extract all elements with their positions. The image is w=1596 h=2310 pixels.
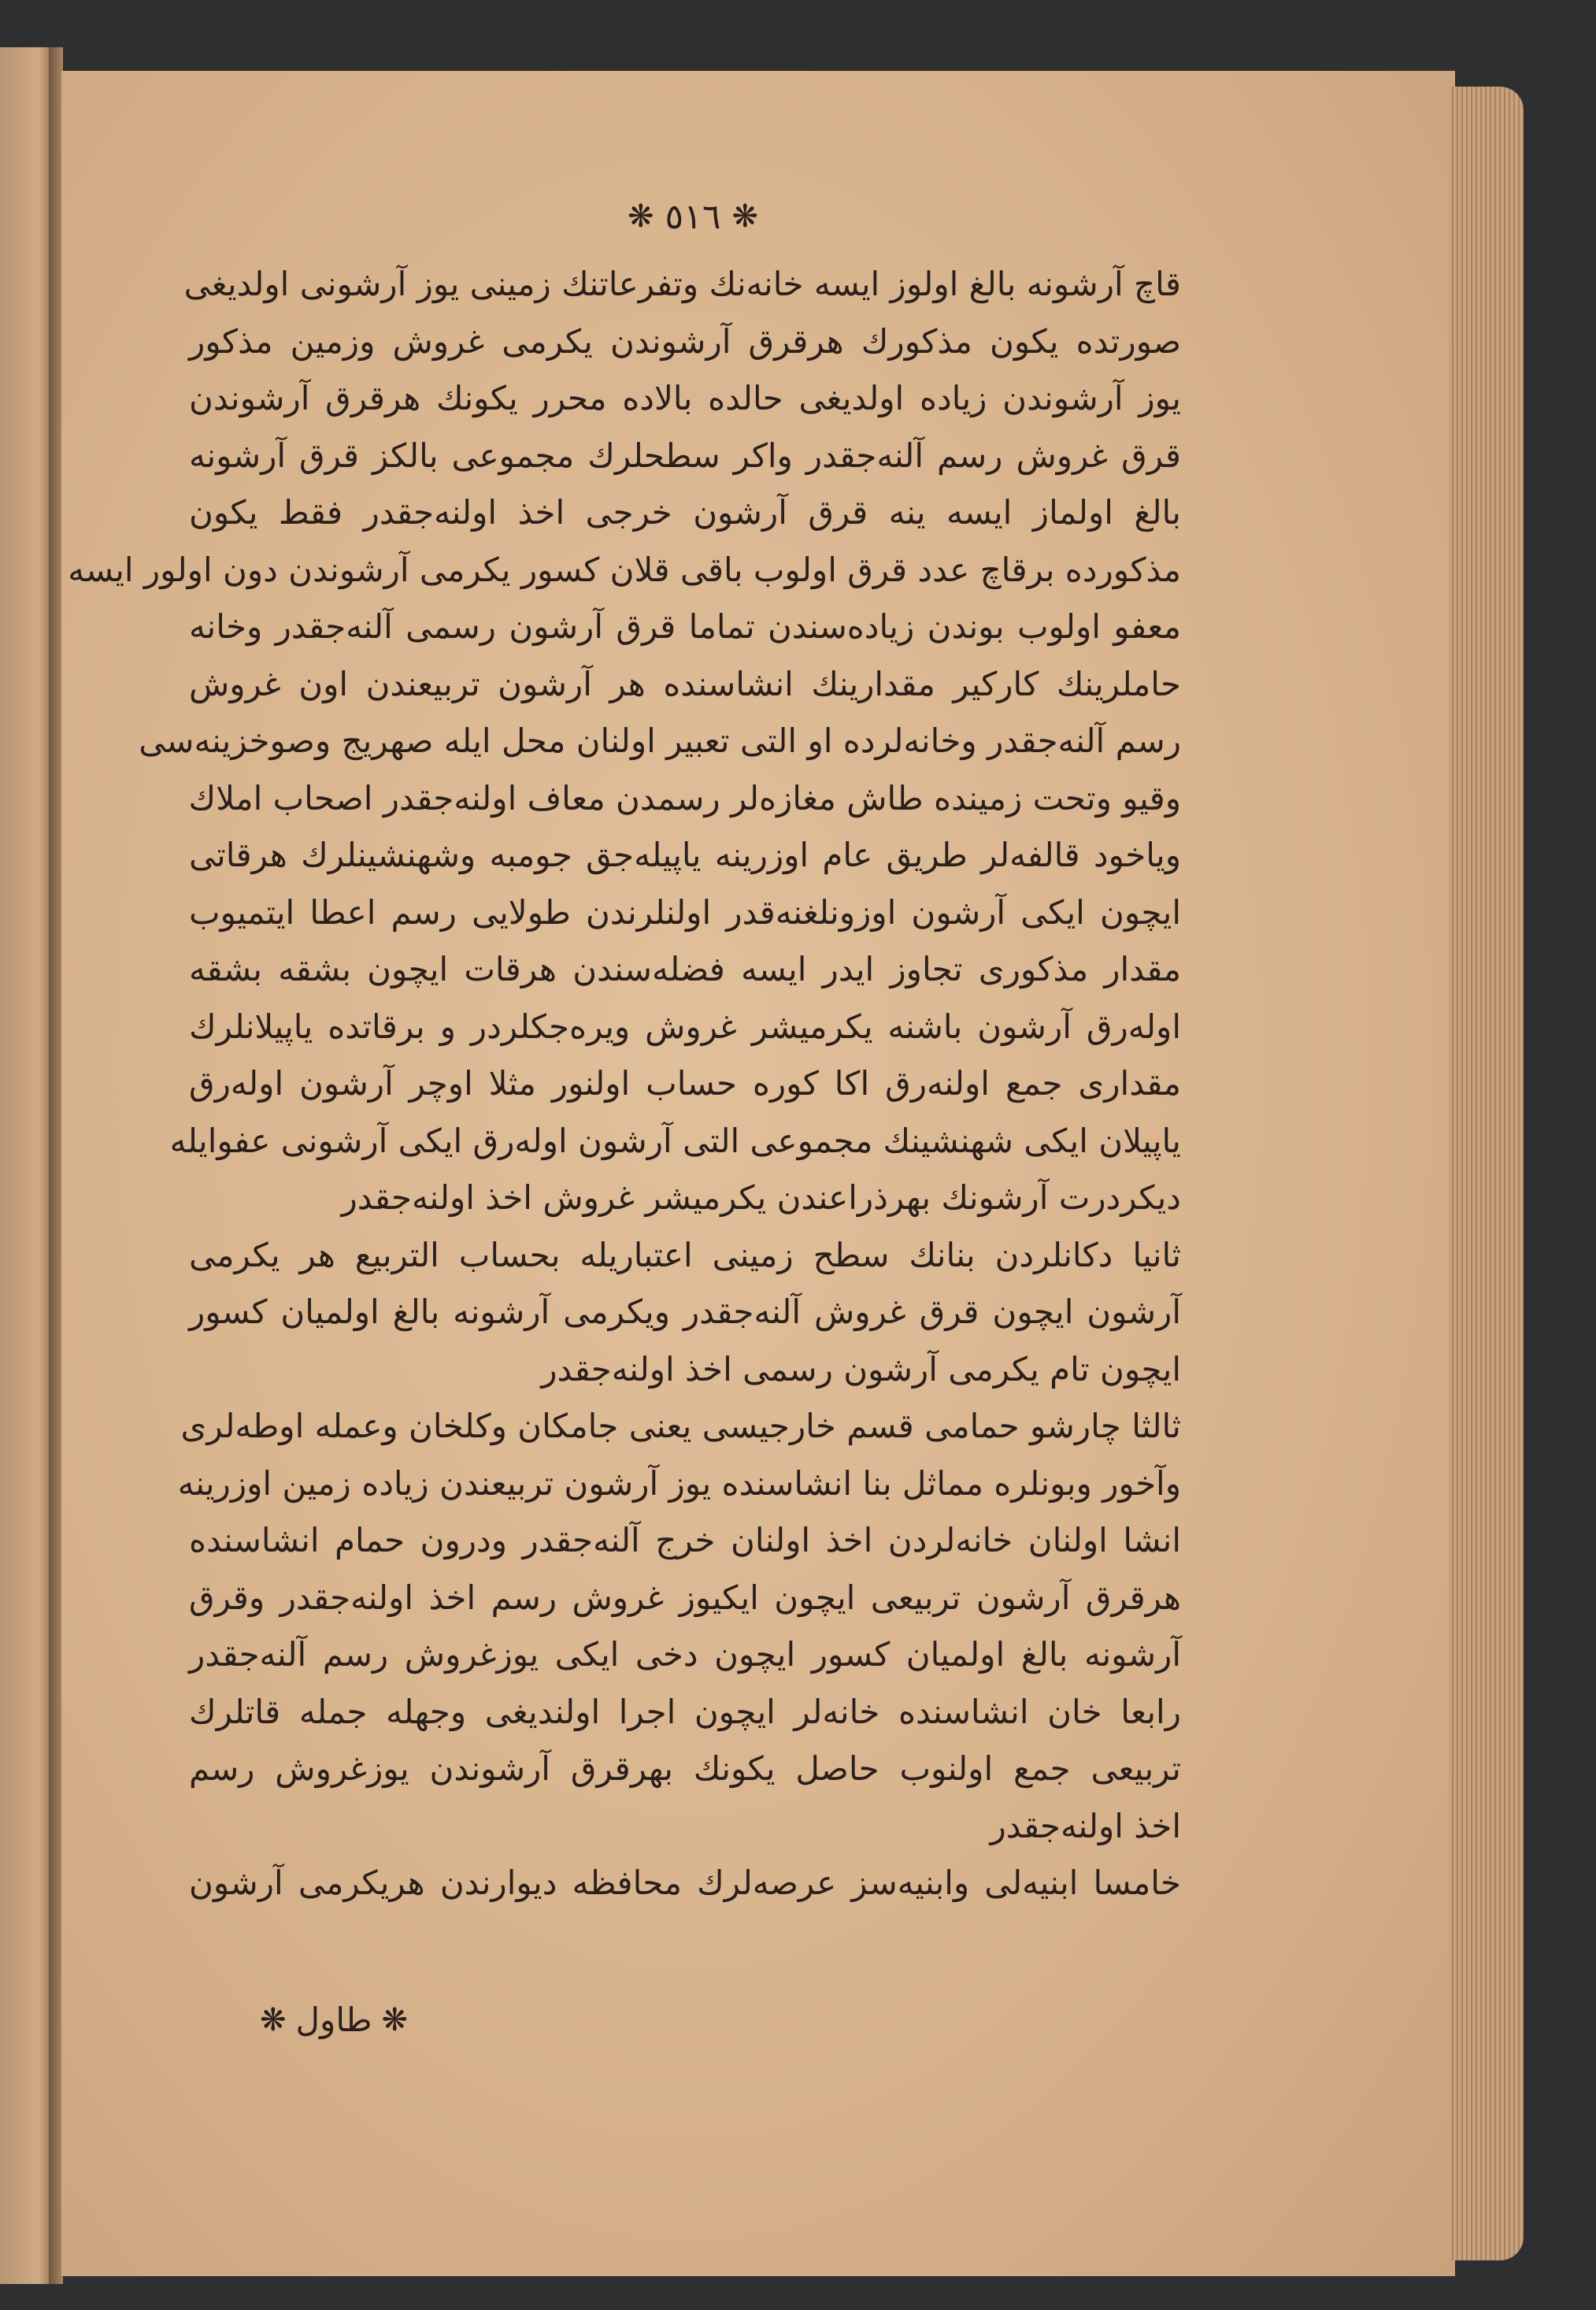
text-line: مقدار مذکوری تجاوز ایدر ایسه فضله‌سندن هرقات ایچون بشقه بشقه — [189, 950, 1181, 988]
text-line: ویاخود قالفه‌لر طریق عام اوزرینه یاپیله‌جق جومبه وشهنشینلرك هرقاتی — [189, 836, 1181, 874]
body-text — [68, 256, 1181, 1912]
text-line: دیکردرت آرشونك بهرذراعندن یکرمیشر غروش اخذ اولنه‌جقدر — [341, 1178, 1181, 1217]
text-line: صورتده یکون مذکورك هرقرق آرشوندن یکرمی غروش وزمین مذکور — [189, 321, 1181, 361]
catchword: طاول — [295, 2000, 372, 2039]
text-line: ایچون ایکی آرشون اوزونلغنه‌قدر اولنلرندن طولایی رسم اعطا ایتمیوب — [189, 892, 1181, 932]
text-line: یاپیلان ایکی شهنشینك مجموعی التی آرشون اوله‌رق ایکی آرشونی عفوایله — [169, 1121, 1181, 1160]
text-line: رسم آلنه‌جقدر وخانه‌لرده او التی تعبیر اولنان محل ایله صهریج وصوخزینه‌سی — [139, 721, 1181, 760]
page-number: ٥١٦ — [665, 196, 721, 237]
text-line: مذکورده برقاچ عدد قرق اولوب باقی قلان کسور یکرمی آرشوندن دون اولور ایسه — [68, 550, 1181, 589]
text-line: معفو اولوب بوندن زیاده‌سندن تماما قرق آرشون رسمی آلنه‌جقدر وخانه — [189, 607, 1181, 646]
page-stack-edges — [1449, 87, 1524, 2260]
text-line: ثالثا چارشو حمامی قسم خارجیسی یعنی جامکان وکلخان وعمله اوطه‌لری — [180, 1407, 1181, 1445]
text-line: ثانیا دکانلردن بنانك سطح زمینی اعتباریله بحساب التربیع هر یکرمی — [189, 1235, 1181, 1274]
ornament-icon: ❋ — [381, 2001, 409, 2038]
text-line: خامسا ابنیه‌لی وابنیه‌سز عرصه‌لرك محافظه دیوارندن هریکرمی آرشون — [189, 1863, 1181, 1902]
text-line: هرقرق آرشون تربیعی ایچون ایکیوز غروش رسم اخذ اولنه‌جقدر وقرق — [189, 1578, 1181, 1617]
text-line: قرق غروش رسم آلنه‌جقدر واکر سطحلرك مجموعی بالکز قرق آرشونه — [189, 436, 1181, 475]
text-line: تربیعی جمع اولنوب حاصل یکونك بهرقرق آرشوندن یوزغروش رسم — [189, 1749, 1181, 1788]
text-line: آرشون ایچون قرق غروش آلنه‌جقدر ویکرمی آرشونه بالغ اولمیان کسور — [189, 1292, 1181, 1331]
text-line: انشا اولنان خانه‌لردن اخذ اولنان خرج آلنه‌جقدر ودرون حمام انشاسنده — [189, 1521, 1181, 1559]
text-line: اوله‌رق آرشون باشنه یکرمیشر غروش ویره‌جکلردر و برقاتده یاپیلانلرك — [189, 1007, 1181, 1046]
catchword-footer — [260, 2000, 408, 2039]
text-line: یوز آرشوندن زیاده اولدیغی حالده بالاده محرر یکونك هرقرق آرشوندن — [189, 379, 1181, 417]
text-line: وآخور وبونلره مماثل بنا انشاسنده یوز آرشون تربیعندن زیاده زمین اوزرینه — [177, 1463, 1181, 1503]
text-line: آرشونه بالغ اولمیان کسور ایچون دخی ایکی یوزغروش رسم آلنه‌جقدر — [189, 1635, 1181, 1674]
facing-page-edge — [0, 47, 55, 2284]
text-line: وقیو وتحت زمینده طاش مغازه‌لر رسمدن معاف اولنه‌جقدر اصحاب املاك — [188, 778, 1181, 818]
ornament-icon: ❋ — [628, 198, 654, 235]
text-line: مقداری جمع اولنه‌رق اکا کوره حساب اولنور مثلا اوچر آرشون اوله‌رق — [189, 1064, 1181, 1103]
page-header — [598, 189, 787, 244]
ornament-icon: ❋ — [260, 2001, 287, 2038]
text-line: رابعا خان انشاسنده خانه‌لر ایچون اجرا اولندیغی وجهله جمله قاتلرك — [189, 1692, 1181, 1731]
text-line: بالغ اولماز ایسه ینه قرق آرشون خرجی اخذ اولنه‌جقدر فقط یکون — [189, 493, 1181, 532]
text-line: قاچ آرشونه بالغ اولوز ایسه خانه‌نك وتفرعاتنك زمینی یوز آرشونی اولدیغی — [183, 265, 1181, 303]
text-line: اخذ اولنه‌جقدر — [990, 1806, 1181, 1845]
ornament-icon: ❋ — [731, 198, 758, 235]
text-line: حاملرینك کارکیر مقدارینك انشاسنده هر آرشون تربیعندن اون غروش — [189, 664, 1181, 703]
text-line: ایچون تام یکرمی آرشون رسمی اخذ اولنه‌جقدر — [541, 1349, 1181, 1389]
